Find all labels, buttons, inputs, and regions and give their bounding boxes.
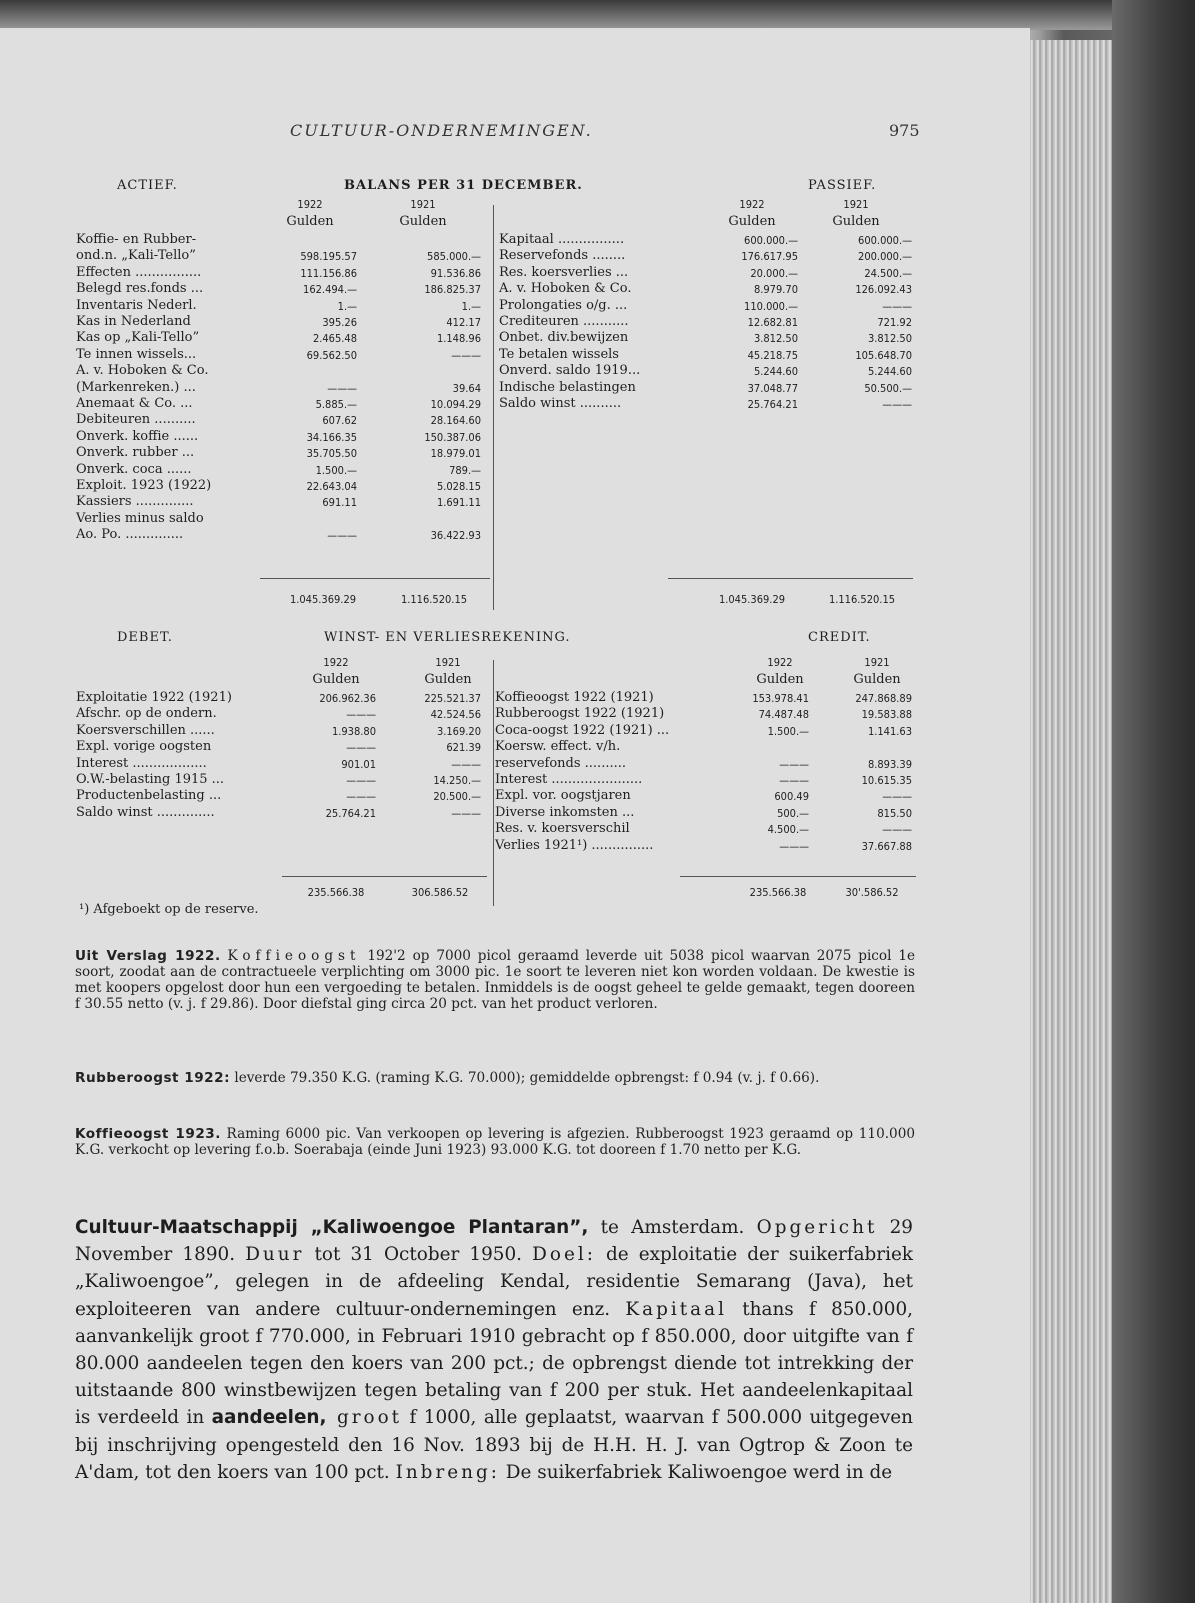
debet-year-1921: 1921 xyxy=(435,656,461,669)
actief-value-1921: 91.536.86 xyxy=(430,266,481,280)
credit-year-1921: 1921 xyxy=(864,656,890,669)
actief-value-1921: 5.028.15 xyxy=(436,480,481,493)
actief-value-1922: 22.643.04 xyxy=(306,480,357,493)
doel-label: Doel: xyxy=(532,1244,596,1266)
actief-value-1921: ——— xyxy=(451,348,481,362)
kapitaal-label: Kapitaal xyxy=(625,1298,727,1320)
debet-value-1922: 1.938.80 xyxy=(331,724,376,738)
actief-label: Effecten ................ xyxy=(76,264,202,280)
actief-value-1922: 34.166.35 xyxy=(306,430,357,444)
credit-year-1922: 1922 xyxy=(767,656,793,669)
credit-label: Verlies 1921¹) ............... xyxy=(495,837,654,853)
duur-value: tot 31 October 1950. xyxy=(304,1244,533,1266)
debet-value-1922: ——— xyxy=(346,708,376,722)
left-unit-1922: Gulden xyxy=(286,214,334,229)
credit-value-1921: 8.893.39 xyxy=(867,757,912,771)
actief-value-1922: 1.500.— xyxy=(315,463,357,477)
actief-label: Koffie- en Rubber- xyxy=(76,232,197,247)
actief-label: Onverk. koffie ...... xyxy=(76,428,199,444)
paragraph-head: Uit Verslag 1922. xyxy=(75,948,221,964)
passief-value-1922: 3.812.50 xyxy=(753,332,798,346)
credit-label: Expl. vor. oogstjaren xyxy=(495,788,631,804)
passief-value-1922: 110.000.— xyxy=(744,299,798,313)
actief-label: A. v. Hoboken & Co. xyxy=(76,363,209,379)
passief-label: Prolongaties o/g. ... xyxy=(499,297,628,313)
credit-value-1921: 1.141.63 xyxy=(867,724,912,738)
passief-label: Te betalen wissels xyxy=(499,346,619,362)
passief-header: PASSIEF. xyxy=(808,178,877,193)
balance-title: BALANS PER 31 DECEMBER. xyxy=(344,178,583,193)
balance-left-sum-line xyxy=(260,578,490,579)
debet-unit-1921: Gulden xyxy=(424,672,472,687)
paragraph-koffieoogst-1923 xyxy=(75,1126,915,1158)
passief-value-1921: 5.244.60 xyxy=(867,365,912,379)
inbreng-value: De suikerfabriek Kaliwoengoe werd in de xyxy=(499,1461,893,1483)
debet-value-1921: 42.524.56 xyxy=(430,708,481,722)
credit-label: Koffieoogst 1922 (1921) xyxy=(495,690,654,705)
passief-value-1922: 20.000.— xyxy=(750,266,798,280)
balance-total-right-1921: 1.116.520.15 xyxy=(828,593,896,606)
actief-value-1921: 150.387.06 xyxy=(424,430,481,444)
credit-label: reservefonds .......... xyxy=(495,755,626,771)
passief-value-1921: ——— xyxy=(882,398,912,411)
actief-label: Ao. Po. .............. xyxy=(76,527,184,543)
passief-label: Crediteuren ........... xyxy=(499,314,629,329)
passief-value-1921: 3.812.50 xyxy=(867,332,912,346)
passief-label: Onverd. saldo 1919... xyxy=(499,363,641,379)
actief-value-1921: 585.000.— xyxy=(427,250,481,264)
actief-value-1921: 789.— xyxy=(449,463,481,477)
debet-value-1921: 3.169.20 xyxy=(436,724,481,738)
passief-value-1921: 50.500.— xyxy=(864,381,912,395)
debet-value-1921: 225.521.37 xyxy=(424,692,481,705)
paragraph-head: Koffieoogst 1923. xyxy=(75,1126,221,1142)
credit-label: Coca-oogst 1922 (1921) ... xyxy=(495,722,670,738)
actief-value-1921: 28.164.60 xyxy=(430,414,481,428)
doel-value: de exploitatie der suikerfabriek „Kaliwoengoe”, gelegen in de afdeeling Kendal, residentie Semarang (Java), het exploiteeren van andere cultuur-ondernemingen enz. xyxy=(75,1244,914,1320)
debet-year-1922: 1922 xyxy=(323,656,349,669)
debet-label: Interest .................. xyxy=(76,755,207,771)
actief-value-1921: 1.— xyxy=(461,299,481,313)
paragraph-text: leverde 79.350 K.G. (raming K.G. 70.000); gemiddelde opbrengst: f 0.94 (v. j. f 0.66). xyxy=(230,1070,820,1086)
actief-label: ond.n. „Kali-Tello” xyxy=(76,248,196,264)
actief-value-1922: 395.26 xyxy=(322,316,357,329)
pl-total-left-1922: 235.566.38 xyxy=(307,886,365,899)
actief-label: Anemaat & Co. ... xyxy=(76,396,193,411)
actief-value-1922: 1.— xyxy=(337,299,357,313)
balance-right-sum-line xyxy=(668,578,913,579)
debet-label: Exploitatie 1922 (1921) xyxy=(76,690,232,705)
credit-label: Koersw. effect. v/h. xyxy=(495,739,621,755)
debet-value-1921: ——— xyxy=(451,757,481,771)
passief-value-1922: 45.218.75 xyxy=(747,348,798,362)
passief-value-1922: 8.979.70 xyxy=(753,283,798,297)
credit-value-1922: 4.500.— xyxy=(767,823,809,837)
paragraph-text: 192'2 op 7000 picol geraamd leverde uit 5038 picol waarvan 2075 picol 1e soort, zoodat aan de contractueele verplichting om 3000 pic. 1e soort te leveren niet kon worden voldaan. De kwestie is met koopers opgelost door hun een vergoeding te betalen. Inmiddels is de oogst geheel te gelde gemaakt, tegen dooreen f 30.55 netto (v. j. f 29.86). Door diefstal ging circa 20 pct. van het product verloren. xyxy=(75,948,916,1012)
credit-value-1922: ——— xyxy=(779,757,809,771)
opgericht-value: 29 November 1890. xyxy=(75,1217,913,1266)
pl-left-sum-line xyxy=(282,876,487,877)
credit-value-1922: ——— xyxy=(779,839,809,853)
actief-label: Exploit. 1923 (1922) xyxy=(76,478,212,493)
actief-value-1922: 162.494.— xyxy=(303,283,357,297)
paragraph-text: Raming 6000 pic. Van verkoopen op levering is afgezien. Rubberoogst 1923 geraamd op 110.000 K.G. verkocht op levering f.o.b. Soerabaja (einde Juni 1923) 93.000 K.G. tot dooreen f 1.70 netto per K.G. xyxy=(75,1126,915,1158)
footnote: ¹) Afgeboekt op de reserve. xyxy=(79,902,259,917)
running-head-title: CULTUUR-ONDERNEMINGEN. xyxy=(290,121,593,140)
left-year-1921: 1921 xyxy=(410,198,436,211)
debet-value-1922: 25.764.21 xyxy=(325,806,376,820)
debet-value-1922: ——— xyxy=(346,790,376,804)
debet-value-1922: 206.962.36 xyxy=(319,692,376,705)
opgericht-label: Opgericht xyxy=(756,1217,878,1238)
actief-value-1922: ——— xyxy=(327,529,357,543)
debet-value-1921: ——— xyxy=(451,806,481,820)
passief-value-1921: 200.000.— xyxy=(858,250,912,264)
left-unit-1921: Gulden xyxy=(399,214,447,229)
actief-value-1921: 186.825.37 xyxy=(424,283,481,297)
actief-label: Verlies minus saldo xyxy=(76,510,204,526)
debet-value-1922: 901.01 xyxy=(341,757,376,771)
credit-unit-1922: Gulden xyxy=(756,672,804,687)
actief-label: Kas in Nederland xyxy=(76,314,191,329)
passief-value-1922: 12.682.81 xyxy=(747,316,798,329)
actief-label: (Markenreken.) ... xyxy=(76,379,196,395)
right-year-1922: 1922 xyxy=(739,198,765,211)
duur-label: Duur xyxy=(245,1244,305,1266)
passief-label: A. v. Hoboken & Co. xyxy=(499,281,632,297)
passief-value-1921: 105.648.70 xyxy=(855,348,912,362)
actief-label: Onverk. coca ...... xyxy=(76,461,192,477)
debet-header: DEBET. xyxy=(117,630,173,645)
aandeelen-label: aandeelen, xyxy=(211,1407,327,1429)
actief-value-1921: 36.422.93 xyxy=(430,529,481,543)
aandeelen-rest: f 1000, alle geplaatst, waarvan f 500.000 uitgegeven bij inschrijving opengesteld den 16 Nov. 1893 bij de H.H. H. J. van Ogtrop & Zoon te A'dam, tot den koers van 100 pct. xyxy=(75,1407,914,1483)
actief-value-1922: 5.885.— xyxy=(315,398,357,411)
passief-value-1921: ——— xyxy=(882,299,912,313)
company-intro: te Amsterdam. xyxy=(588,1217,757,1238)
debet-label: Koersverschillen ...... xyxy=(76,722,215,738)
passief-value-1922: 5.244.60 xyxy=(753,365,798,379)
credit-value-1922: 600.49 xyxy=(774,790,809,804)
actief-header: ACTIEF. xyxy=(117,178,178,193)
actief-value-1922: 111.156.86 xyxy=(300,266,357,280)
actief-value-1922: 2.465.48 xyxy=(312,332,357,346)
passief-value-1921: 721.92 xyxy=(877,316,912,329)
pl-total-right-1922: 235.566.38 xyxy=(749,886,807,899)
debet-value-1921: 621.39 xyxy=(446,741,481,755)
actief-value-1921: 1.691.11 xyxy=(436,496,481,510)
debet-label: Expl. vorige oogsten xyxy=(76,739,212,755)
pl-title: WINST- EN VERLIESREKENING. xyxy=(324,630,571,645)
actief-value-1921: 1.148.96 xyxy=(436,332,481,346)
passief-label: Onbet. div.bewijzen xyxy=(499,330,629,346)
actief-value-1921: 39.64 xyxy=(452,381,481,395)
debet-value-1922: ——— xyxy=(346,774,376,787)
passief-value-1921: 24.500.— xyxy=(864,266,912,280)
credit-value-1921: ——— xyxy=(882,823,912,837)
right-unit-1922: Gulden xyxy=(728,214,776,229)
book-spine-shadow xyxy=(1112,0,1195,1603)
right-year-1921: 1921 xyxy=(843,198,869,211)
actief-value-1922: 691.11 xyxy=(322,496,357,510)
credit-label: Rubberoogst 1922 (1921) xyxy=(495,706,665,722)
passief-label: Reservefonds ........ xyxy=(499,248,626,264)
debet-value-1922: ——— xyxy=(346,741,376,755)
pl-total-right-1921: 30'.586.52 xyxy=(845,886,899,899)
actief-value-1922: 69.562.50 xyxy=(306,348,357,362)
balance-column-divider xyxy=(493,205,494,610)
passief-label: Res. koersverlies ... xyxy=(499,264,629,280)
credit-unit-1921: Gulden xyxy=(853,672,901,687)
actief-label: Inventaris Nederl. xyxy=(76,297,197,313)
credit-header: CREDIT. xyxy=(808,630,871,645)
credit-value-1922: 1.500.— xyxy=(767,724,809,738)
credit-label: Res. v. koersverschil xyxy=(495,821,630,837)
debet-value-1921: 14.250.— xyxy=(433,774,481,787)
company-name: Cultuur-Maatschappij „Kaliwoengoe Plantaran”, xyxy=(75,1217,589,1238)
actief-label: Kassiers .............. xyxy=(76,494,194,510)
balance-total-left-1921: 1.116.520.15 xyxy=(400,593,468,606)
pl-total-left-1921: 306.586.52 xyxy=(411,886,469,899)
right-unit-1921: Gulden xyxy=(832,214,880,229)
actief-value-1922: 607.62 xyxy=(322,414,357,428)
left-year-1922: 1922 xyxy=(297,198,323,211)
debet-value-1921: 20.500.— xyxy=(433,790,481,804)
balance-total-right-1922: 1.045.369.29 xyxy=(718,593,786,606)
pl-right-sum-line xyxy=(680,876,916,877)
paragraph-head: Rubberoogst 1922: xyxy=(75,1070,231,1086)
passief-label: Indische belastingen xyxy=(499,379,636,395)
pl-column-divider xyxy=(493,660,494,906)
credit-value-1922: 153.978.41 xyxy=(752,692,809,705)
actief-label: Kas op „Kali-Tello” xyxy=(76,330,200,346)
actief-value-1921: 18.979.01 xyxy=(430,447,481,461)
credit-value-1921: ——— xyxy=(882,790,912,804)
passief-label: Kapitaal ................ xyxy=(499,232,625,247)
debet-label: Afschr. op de ondern. xyxy=(76,706,217,722)
credit-label: Diverse inkomsten ... xyxy=(495,804,635,820)
scan-top-shadow xyxy=(0,0,1195,30)
credit-value-1921: 37.667.88 xyxy=(861,839,912,853)
actief-value-1921: 10.094.29 xyxy=(430,398,481,411)
aandeelen-groot: groot xyxy=(326,1407,403,1429)
passief-value-1922: 176.617.95 xyxy=(741,250,798,264)
passief-value-1922: 37.048.77 xyxy=(747,381,798,395)
passief-label: Saldo winst .......... xyxy=(499,396,622,411)
passief-value-1921: 126.092.43 xyxy=(855,283,912,297)
actief-value-1921: 412.17 xyxy=(446,316,481,329)
paragraph-lead: Koffieoogst xyxy=(227,948,361,964)
debet-label: O.W.-belasting 1915 ... xyxy=(76,772,225,787)
passief-value-1922: 600.000.— xyxy=(744,234,798,247)
debet-unit-1922: Gulden xyxy=(312,672,360,687)
credit-value-1922: 500.— xyxy=(777,806,809,820)
debet-label: Saldo winst .............. xyxy=(76,804,215,820)
credit-value-1921: 815.50 xyxy=(877,806,912,820)
credit-label: Interest ...................... xyxy=(495,772,643,787)
passief-value-1921: 600.000.— xyxy=(858,234,912,247)
debet-label: Productenbelasting ... xyxy=(76,788,222,804)
actief-label: Debiteuren .......... xyxy=(76,412,196,428)
credit-value-1922: 74.487.48 xyxy=(758,708,809,722)
balance-total-left-1922: 1.045.369.29 xyxy=(289,593,357,606)
kapitaal-value: thans f 850.000, aanvankelijk groot f 770.000, in Februari 1910 gebracht op f 850.000, door uitgifte van f 80.000 aandeelen tegen den koers van 200 pct.; de opbrengst diende tot intrekking der uitstaande 800 winstbewijzen tegen betaling van f 200 per stuk. Het aandeelenkapitaal is verdeeld in xyxy=(75,1298,913,1429)
inbreng-label: Inbreng: xyxy=(395,1461,500,1483)
actief-value-1922: 35.705.50 xyxy=(306,447,357,461)
credit-value-1921: 19.583.88 xyxy=(861,708,912,722)
actief-value-1922: ——— xyxy=(327,381,357,395)
page-number: 975 xyxy=(889,121,920,140)
actief-label: Onverk. rubber ... xyxy=(76,445,195,461)
actief-label: Te innen wissels... xyxy=(76,346,197,362)
actief-label: Belegd res.fonds ... xyxy=(76,281,204,297)
credit-value-1922: ——— xyxy=(779,774,809,787)
actief-value-1922: 598.195.57 xyxy=(300,250,357,264)
company-entry xyxy=(75,1214,913,1486)
passief-value-1922: 25.764.21 xyxy=(747,398,798,411)
credit-value-1921: 247.868.89 xyxy=(855,692,912,705)
paragraph-verslag xyxy=(75,948,915,1012)
credit-value-1921: 10.615.35 xyxy=(861,774,912,787)
paragraph-rubberoogst xyxy=(75,1070,915,1086)
